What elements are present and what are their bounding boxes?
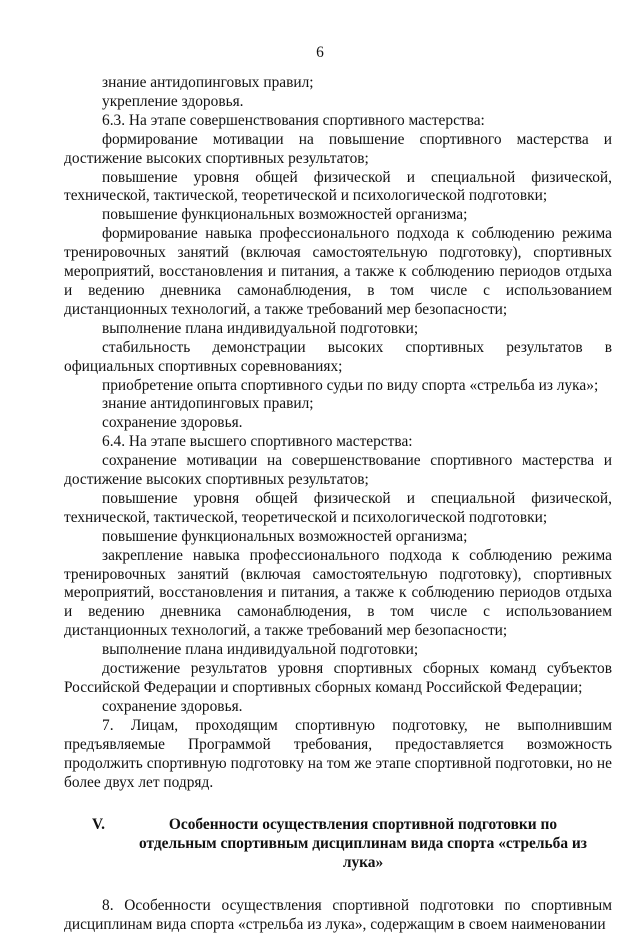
paragraph: 8. Особенности осуществления спортивной подготовки по спортивным дисциплинам вида спорта «стрельба из лука», содержащим в своем наименовании bbox=[64, 897, 612, 934]
paragraph: повышение уровня общей физической и специальной физической, технической, тактической, теоретической и психологической подготовки; bbox=[64, 168, 612, 205]
paragraph: формирование навыка профессионального подхода к соблюдению режима тренировочных занятий (включая самостоятельную подготовку), спортивных мероприятий, восстановления и питания, а также к соблюдению периодов отдыха и ведению дневника самонаблюдения, в том числе с использованием дистанционных технологий, а также требований мер безопасности; bbox=[64, 225, 612, 318]
paragraph: повышение уровня общей физической и специальной физической, технической, тактической, теоретической и психологической подготовки; bbox=[64, 489, 612, 526]
paragraph: повышение функциональных возможностей организма; bbox=[102, 527, 468, 545]
paragraph: сохранение здоровья. bbox=[102, 414, 243, 432]
paragraph: знание антидопинговых правил; bbox=[102, 395, 314, 413]
paragraph: формирование мотивации на повышение спортивного мастерства и достижение высоких спортивных результатов; bbox=[64, 130, 612, 167]
page-number: 6 bbox=[316, 44, 324, 61]
section-title: Особенности осуществления спортивной подготовки по отдельным спортивным дисциплинам вида спорта «стрельба из лука» bbox=[139, 816, 587, 872]
paragraph: сохранение здоровья. bbox=[102, 697, 243, 715]
paragraph: приобретение опыта спортивного судьи по виду спорта «стрельба из лука»; bbox=[102, 376, 599, 394]
paragraph: 6.3. На этапе совершенствования спортивного мастерства: bbox=[102, 111, 485, 129]
document-body bbox=[64, 74, 612, 935]
paragraph: укрепление здоровья. bbox=[102, 92, 244, 110]
paragraph: 7. Лицам, проходящим спортивную подготовку, не выполнившим предъявляемые Программой требования, предоставляется возможность продолжить спортивную подготовку на том же этапе спортивной подготовки, но не более двух лет подряд. bbox=[64, 716, 612, 791]
paragraph: сохранение мотивации на совершенствование спортивного мастерства и достижение высоких спортивных результатов; bbox=[64, 452, 612, 489]
paragraph: повышение функциональных возможностей организма; bbox=[102, 206, 468, 224]
paragraph: выполнение плана индивидуальной подготовки; bbox=[102, 641, 419, 659]
paragraph: стабильность демонстрации высоких спортивных результатов в официальных спортивных соревнованиях; bbox=[64, 338, 612, 375]
paragraph: знание антидопинговых правил; bbox=[102, 74, 314, 91]
section-number: V. bbox=[92, 816, 105, 834]
section-heading bbox=[64, 816, 612, 873]
paragraph: 6.4. На этапе высшего спортивного мастерства: bbox=[102, 433, 413, 451]
paragraph: достижение результатов уровня спортивных сборных команд субъектов Российской Федерации и спортивных сборных команд Российской Федерации; bbox=[64, 660, 612, 696]
paragraph: закрепление навыка профессионального подхода к соблюдению режима тренировочных занятий (включая самостоятельную подготовку), спортивных мероприятий, восстановления и питания, а также к соблюдению периодов отдыха и ведению дневника самонаблюдения, в том числе с использованием дистанционных технологий, а также требований мер безопасности; bbox=[64, 546, 612, 640]
paragraph: выполнение плана индивидуальной подготовки; bbox=[102, 319, 419, 337]
